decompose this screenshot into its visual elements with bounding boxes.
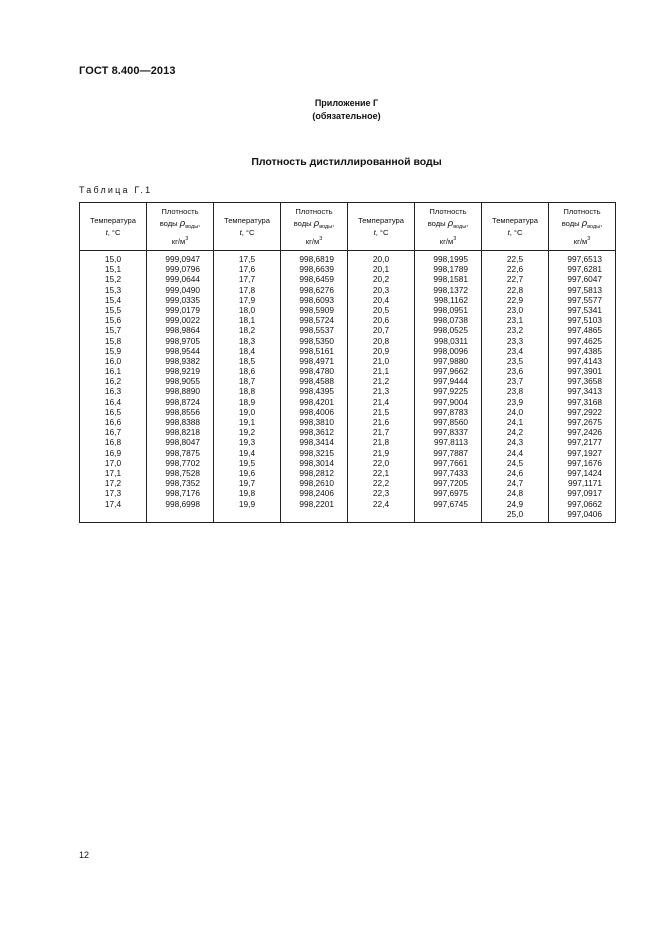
table-body-row bbox=[80, 251, 616, 523]
density-value: 998,3810 bbox=[299, 417, 334, 427]
density-header-line3 bbox=[149, 233, 211, 248]
temperature-value: 21,5 bbox=[372, 406, 390, 417]
density-value: 997,6745 bbox=[433, 498, 468, 509]
density-value: 997,5103 bbox=[567, 315, 602, 326]
temperature-symbol: t bbox=[507, 227, 510, 237]
temperature-value: 15,5 bbox=[104, 304, 122, 315]
temperature-value: 24,3 bbox=[506, 437, 524, 448]
temperature-value: 15,3 bbox=[104, 284, 122, 295]
temperature-value: 22,6 bbox=[506, 264, 524, 275]
density-value: 998,1581 bbox=[433, 274, 468, 285]
density-value: 999,0490 bbox=[165, 284, 200, 295]
density-value: 997,2675 bbox=[567, 417, 602, 427]
density-unit: кг/м bbox=[171, 236, 186, 246]
density-column bbox=[415, 251, 482, 523]
temperature-value: 19,8 bbox=[238, 488, 256, 499]
density-value: 997,9662 bbox=[433, 366, 468, 377]
density-value: 999,0022 bbox=[165, 315, 200, 326]
temperature-label: Температура bbox=[90, 215, 136, 225]
density-value: 997,5577 bbox=[567, 294, 602, 305]
temperature-header-line1 bbox=[82, 215, 144, 227]
temperature-header bbox=[214, 203, 281, 251]
density-rho-subscript: воды bbox=[319, 223, 333, 230]
density-value: 997,0406 bbox=[567, 508, 602, 519]
density-header-line1 bbox=[283, 206, 345, 218]
temperature-value: 22,2 bbox=[372, 478, 390, 489]
temperature-value: 24,5 bbox=[506, 457, 524, 468]
temperature-value: 17,0 bbox=[104, 457, 122, 468]
density-value: 998,0096 bbox=[433, 345, 468, 356]
density-value: 998,4006 bbox=[299, 406, 334, 417]
density-prefix: воды bbox=[561, 218, 580, 228]
density-value: 998,0738 bbox=[433, 315, 468, 326]
density-table bbox=[79, 202, 616, 523]
temperature-value: 16,9 bbox=[104, 447, 122, 458]
temperature-header-line1 bbox=[216, 215, 278, 227]
density-label: Плотность bbox=[563, 206, 601, 216]
temperature-value: 20,2 bbox=[372, 274, 390, 285]
temperature-value: 21,8 bbox=[372, 437, 390, 448]
table-header-row bbox=[80, 203, 616, 251]
temperature-header bbox=[482, 203, 549, 251]
temperature-value: 23,6 bbox=[506, 366, 524, 377]
density-value: 998,8890 bbox=[165, 386, 200, 397]
temperature-value: 22,4 bbox=[372, 498, 390, 509]
density-value: 998,3215 bbox=[299, 447, 334, 458]
document-title-text: Плотность дистиллированной воды bbox=[251, 156, 442, 168]
temperature-value: 22,0 bbox=[372, 457, 390, 468]
appendix-status: (обязательное) bbox=[312, 111, 381, 121]
temperature-value: 19,6 bbox=[238, 467, 256, 478]
temperature-value: 19,0 bbox=[238, 406, 256, 417]
temperature-value: 24,9 bbox=[506, 498, 524, 509]
density-value: 997,8113 bbox=[434, 437, 468, 448]
document-header: ГОСТ 8.400—2013 bbox=[79, 65, 176, 77]
density-value: 998,2201 bbox=[299, 498, 334, 509]
temperature-value: 21,0 bbox=[372, 355, 390, 366]
temperature-value: 16,7 bbox=[104, 427, 122, 438]
temperature-value: 18,7 bbox=[238, 376, 256, 387]
temperature-value: 20,4 bbox=[372, 294, 390, 305]
density-header bbox=[549, 203, 616, 251]
temperature-value: 15,2 bbox=[104, 274, 122, 285]
density-value: 998,9219 bbox=[165, 366, 200, 377]
density-rho-subscript: воды bbox=[453, 223, 467, 230]
temperature-label: Температура bbox=[492, 215, 538, 225]
temperature-value: 18,1 bbox=[238, 315, 256, 326]
density-value: 998,9382 bbox=[165, 355, 200, 366]
temperature-value: 16,0 bbox=[104, 355, 122, 366]
temperature-value: 23,5 bbox=[506, 355, 524, 366]
density-value: 997,1424 bbox=[567, 467, 602, 478]
density-value: 997,7887 bbox=[433, 447, 468, 458]
density-value: 998,6276 bbox=[299, 284, 334, 295]
temperature-unit: , °C bbox=[375, 227, 389, 237]
temperature-value: 20,3 bbox=[372, 284, 390, 295]
density-prefix: воды bbox=[427, 218, 446, 228]
density-value: 998,4588 bbox=[299, 376, 334, 387]
temperature-value: 23,8 bbox=[506, 386, 524, 397]
density-header bbox=[147, 203, 214, 251]
temperature-value: 22,1 bbox=[372, 467, 390, 478]
density-value: 998,1995 bbox=[433, 254, 468, 264]
density-label: Плотность bbox=[161, 206, 199, 216]
temperature-value: 21,3 bbox=[372, 386, 390, 397]
density-header-line2 bbox=[283, 218, 345, 233]
density-value: 998,4780 bbox=[299, 366, 334, 377]
temperature-value: 21,4 bbox=[372, 396, 390, 407]
temperature-header-line2 bbox=[82, 227, 144, 239]
density-header bbox=[415, 203, 482, 251]
density-value: 998,4395 bbox=[299, 386, 334, 397]
temperature-value: 17,1 bbox=[104, 467, 122, 478]
temperature-symbol: t bbox=[105, 227, 108, 237]
temperature-value: 15,0 bbox=[104, 254, 122, 264]
temperature-value: 22,9 bbox=[506, 294, 524, 305]
density-value: 997,6281 bbox=[567, 264, 602, 275]
density-value: 998,8047 bbox=[165, 437, 200, 448]
appendix-heading bbox=[0, 97, 661, 123]
density-value: 998,4971 bbox=[299, 355, 334, 366]
density-header-line3 bbox=[417, 233, 479, 248]
temperature-value: 22,3 bbox=[372, 488, 390, 499]
density-value: 998,8388 bbox=[165, 417, 200, 427]
density-column bbox=[281, 251, 348, 523]
density-value: 997,7205 bbox=[433, 478, 468, 489]
temperature-value: 24,6 bbox=[506, 467, 524, 478]
temperature-value: 17,6 bbox=[238, 264, 256, 275]
density-value: 998,2406 bbox=[299, 488, 334, 499]
density-value: 997,2922 bbox=[567, 406, 602, 417]
temperature-value: 20,6 bbox=[372, 315, 390, 326]
temperature-header bbox=[80, 203, 147, 251]
density-value: 998,7702 bbox=[165, 457, 200, 468]
temperature-value: 22,7 bbox=[506, 274, 524, 285]
temperature-value: 20,0 bbox=[372, 254, 390, 264]
density-rho-symbol: ρ bbox=[179, 217, 186, 229]
density-value: 998,5537 bbox=[299, 325, 334, 336]
temperature-value: 24,1 bbox=[506, 417, 524, 427]
temperature-value: 23,2 bbox=[506, 325, 524, 336]
density-value: 997,3413 bbox=[567, 386, 602, 397]
density-value: 997,0917 bbox=[567, 488, 602, 499]
density-value: 997,8783 bbox=[433, 406, 468, 417]
temperature-value: 16,4 bbox=[104, 396, 122, 407]
density-prefix: воды bbox=[159, 218, 178, 228]
temperature-column bbox=[214, 251, 281, 523]
density-value: 997,2177 bbox=[567, 437, 602, 448]
density-header-line1 bbox=[149, 206, 211, 218]
density-rho-symbol: ρ bbox=[447, 217, 454, 229]
temperature-value: 18,6 bbox=[238, 366, 256, 377]
temperature-value: 24,4 bbox=[506, 447, 524, 458]
temperature-symbol: t bbox=[373, 227, 376, 237]
density-value: 998,5161 bbox=[299, 345, 334, 356]
temperature-value: 21,9 bbox=[372, 447, 390, 458]
temperature-value: 15,6 bbox=[104, 315, 122, 326]
temperature-column bbox=[482, 251, 549, 523]
temperature-header-line2 bbox=[216, 227, 278, 239]
temperature-value: 16,5 bbox=[104, 406, 122, 417]
temperature-value: 21,7 bbox=[372, 427, 390, 438]
density-value: 998,6998 bbox=[165, 498, 200, 509]
density-value: 998,5350 bbox=[299, 335, 334, 346]
density-value: 997,4625 bbox=[567, 335, 602, 346]
density-value: 998,1162 bbox=[434, 294, 468, 305]
density-value: 998,1789 bbox=[433, 264, 468, 275]
density-rho-subscript: воды bbox=[587, 223, 601, 230]
density-value: 999,0947 bbox=[165, 254, 200, 264]
temperature-value: 18,8 bbox=[238, 386, 256, 397]
density-value: 997,3658 bbox=[567, 376, 602, 387]
density-value: 998,5909 bbox=[299, 304, 334, 315]
density-value: 997,3901 bbox=[567, 366, 602, 377]
density-unit-exponent: 3 bbox=[185, 235, 189, 242]
temperature-unit: , °C bbox=[241, 227, 255, 237]
density-unit-exponent: 3 bbox=[319, 235, 323, 242]
density-rho-subscript: воды bbox=[185, 223, 199, 230]
density-value: 998,6639 bbox=[299, 264, 334, 275]
density-value: 998,2610 bbox=[299, 478, 334, 489]
density-value: 998,3612 bbox=[299, 427, 334, 438]
density-value: 998,7352 bbox=[165, 478, 200, 489]
temperature-value: 15,8 bbox=[104, 335, 122, 346]
density-header-line2 bbox=[551, 218, 613, 233]
temperature-value: 17,7 bbox=[238, 274, 256, 285]
density-value: 997,7433 bbox=[433, 467, 468, 478]
density-header-line2 bbox=[149, 218, 211, 233]
density-value: 997,5813 bbox=[567, 284, 602, 295]
density-value: 998,6819 bbox=[299, 254, 334, 264]
density-value: 998,3014 bbox=[299, 457, 334, 468]
temperature-value: 17,5 bbox=[238, 254, 256, 264]
temperature-value: 17,4 bbox=[104, 498, 122, 509]
temperature-value: 18,3 bbox=[238, 335, 256, 346]
temperature-value: 22,5 bbox=[506, 254, 524, 264]
density-header-line1 bbox=[417, 206, 479, 218]
temperature-value: 15,4 bbox=[104, 294, 122, 305]
temperature-value: 18,9 bbox=[238, 396, 256, 407]
temperature-value: 19,2 bbox=[238, 427, 256, 438]
density-column bbox=[147, 251, 214, 523]
temperature-value: 23,4 bbox=[506, 345, 524, 356]
temperature-label: Температура bbox=[358, 215, 404, 225]
temperature-value: 18,0 bbox=[238, 304, 256, 315]
density-column bbox=[549, 251, 616, 523]
temperature-value: 16,8 bbox=[104, 437, 122, 448]
density-value: 998,8218 bbox=[165, 427, 200, 438]
density-unit-exponent: 3 bbox=[587, 235, 591, 242]
density-value: 997,8337 bbox=[433, 427, 468, 438]
temperature-value: 17,3 bbox=[104, 488, 122, 499]
density-value: 998,0311 bbox=[434, 335, 468, 346]
temperature-value: 20,5 bbox=[372, 304, 390, 315]
density-value: 998,0525 bbox=[433, 325, 468, 336]
temperature-value: 18,2 bbox=[238, 325, 256, 336]
temperature-value: 24,2 bbox=[506, 427, 524, 438]
temperature-value: 24,7 bbox=[506, 478, 524, 489]
density-unit: кг/м bbox=[305, 236, 320, 246]
density-value: 998,0951 bbox=[433, 304, 468, 315]
density-unit: кг/м bbox=[573, 236, 588, 246]
temperature-value: 15,7 bbox=[104, 325, 122, 336]
density-value: 997,4385 bbox=[567, 345, 602, 356]
density-rho-suffix: , bbox=[466, 218, 469, 228]
temperature-unit: , °C bbox=[509, 227, 523, 237]
temperature-value: 16,3 bbox=[104, 386, 122, 397]
temperature-value: 23,0 bbox=[506, 304, 524, 315]
temperature-value: 23,7 bbox=[506, 376, 524, 387]
temperature-value: 22,8 bbox=[506, 284, 524, 295]
page-number: 12 bbox=[79, 850, 90, 860]
density-value: 998,8556 bbox=[165, 406, 200, 417]
temperature-value: 16,1 bbox=[104, 366, 122, 377]
density-value: 998,7176 bbox=[165, 488, 200, 499]
temperature-value: 24,0 bbox=[506, 406, 524, 417]
density-value: 998,3414 bbox=[299, 437, 334, 448]
density-rho-suffix: , bbox=[198, 218, 201, 228]
temperature-value: 16,2 bbox=[104, 376, 122, 387]
density-value: 998,7875 bbox=[165, 447, 200, 458]
density-unit-exponent: 3 bbox=[453, 235, 457, 242]
density-value: 997,3168 bbox=[567, 396, 602, 407]
document-title bbox=[0, 156, 661, 168]
temperature-value: 15,1 bbox=[104, 264, 122, 275]
temperature-value: 16,6 bbox=[104, 417, 122, 427]
density-header-line3 bbox=[551, 233, 613, 248]
density-value: 997,9444 bbox=[433, 376, 468, 387]
density-value: 997,2426 bbox=[567, 427, 602, 438]
temperature-value: 21,2 bbox=[372, 376, 390, 387]
density-unit: кг/м bbox=[439, 236, 454, 246]
density-value: 997,8560 bbox=[433, 417, 468, 427]
density-value: 997,9004 bbox=[433, 396, 468, 407]
temperature-header bbox=[348, 203, 415, 251]
density-value: 999,0796 bbox=[165, 264, 200, 275]
table-label: Таблица Г.1 bbox=[79, 185, 153, 195]
density-value: 997,6047 bbox=[567, 274, 602, 285]
density-rho-symbol: ρ bbox=[581, 217, 588, 229]
temperature-value: 23,3 bbox=[506, 335, 524, 346]
density-value: 997,1171 bbox=[568, 478, 602, 489]
temperature-column bbox=[80, 251, 147, 523]
density-value: 999,0179 bbox=[165, 304, 200, 315]
temperature-value: 20,7 bbox=[372, 325, 390, 336]
density-header bbox=[281, 203, 348, 251]
temperature-value: 23,9 bbox=[506, 396, 524, 407]
density-prefix: воды bbox=[293, 218, 312, 228]
density-rho-symbol: ρ bbox=[313, 217, 320, 229]
density-value: 998,7528 bbox=[165, 467, 200, 478]
temperature-value: 19,1 bbox=[238, 417, 256, 427]
density-value: 997,4143 bbox=[567, 355, 602, 366]
density-value: 998,1372 bbox=[433, 284, 468, 295]
temperature-value: 20,9 bbox=[372, 345, 390, 356]
density-value: 998,8724 bbox=[165, 396, 200, 407]
density-value: 998,6093 bbox=[299, 294, 334, 305]
temperature-value: 19,4 bbox=[238, 447, 256, 458]
density-label: Плотность bbox=[295, 206, 333, 216]
temperature-value: 24,8 bbox=[506, 488, 524, 499]
temperature-value: 18,5 bbox=[238, 355, 256, 366]
density-value: 997,5341 bbox=[567, 304, 602, 315]
temperature-value: 19,3 bbox=[238, 437, 256, 448]
density-value: 998,4201 bbox=[299, 396, 334, 407]
density-value: 998,5724 bbox=[299, 315, 334, 326]
temperature-column bbox=[348, 251, 415, 523]
temperature-value: 25,0 bbox=[506, 508, 524, 519]
temperature-value: 21,1 bbox=[372, 366, 390, 377]
density-value: 998,9055 bbox=[165, 376, 200, 387]
temperature-header-line2 bbox=[350, 227, 412, 239]
temperature-value: 20,8 bbox=[372, 335, 390, 346]
temperature-value: 17,9 bbox=[238, 294, 256, 305]
temperature-value: 19,5 bbox=[238, 457, 256, 468]
density-value: 997,9225 bbox=[433, 386, 468, 397]
temperature-value: 23,1 bbox=[506, 315, 524, 326]
density-rho-suffix: , bbox=[332, 218, 335, 228]
density-value: 998,6459 bbox=[299, 274, 334, 285]
density-value: 998,9864 bbox=[165, 325, 200, 336]
temperature-header-line1 bbox=[350, 215, 412, 227]
temperature-value: 19,7 bbox=[238, 478, 256, 489]
density-value: 999,0335 bbox=[165, 294, 200, 305]
density-rho-suffix: , bbox=[600, 218, 603, 228]
density-value: 997,6513 bbox=[567, 254, 602, 264]
density-value: 997,9880 bbox=[433, 355, 468, 366]
temperature-value: 17,2 bbox=[104, 478, 122, 489]
density-value: 998,9705 bbox=[165, 335, 200, 346]
temperature-label: Температура bbox=[224, 215, 270, 225]
temperature-value: 18,4 bbox=[238, 345, 256, 356]
density-value: 997,0662 bbox=[567, 498, 602, 509]
temperature-value: 21,6 bbox=[372, 417, 390, 427]
density-header-line1 bbox=[551, 206, 613, 218]
density-value: 997,1676 bbox=[567, 457, 602, 468]
temperature-value: 15,9 bbox=[104, 345, 122, 356]
temperature-value: 17,8 bbox=[238, 284, 256, 295]
density-value: 997,1927 bbox=[567, 447, 602, 458]
density-value: 999,0644 bbox=[165, 274, 200, 285]
temperature-header-line2 bbox=[484, 227, 546, 239]
density-label: Плотность bbox=[429, 206, 467, 216]
appendix-title: Приложение Г bbox=[314, 98, 379, 108]
temperature-header-line1 bbox=[484, 215, 546, 227]
density-value: 998,2812 bbox=[299, 467, 334, 478]
temperature-unit: , °C bbox=[107, 227, 121, 237]
density-value: 997,7661 bbox=[433, 457, 468, 468]
density-value: 997,6975 bbox=[433, 488, 468, 499]
density-header-line3 bbox=[283, 233, 345, 248]
density-value: 997,4865 bbox=[567, 325, 602, 336]
density-header-line2 bbox=[417, 218, 479, 233]
temperature-symbol: t bbox=[239, 227, 242, 237]
density-value: 998,9544 bbox=[165, 345, 200, 356]
temperature-value: 19,9 bbox=[238, 498, 256, 509]
temperature-value: 20,1 bbox=[372, 264, 390, 275]
